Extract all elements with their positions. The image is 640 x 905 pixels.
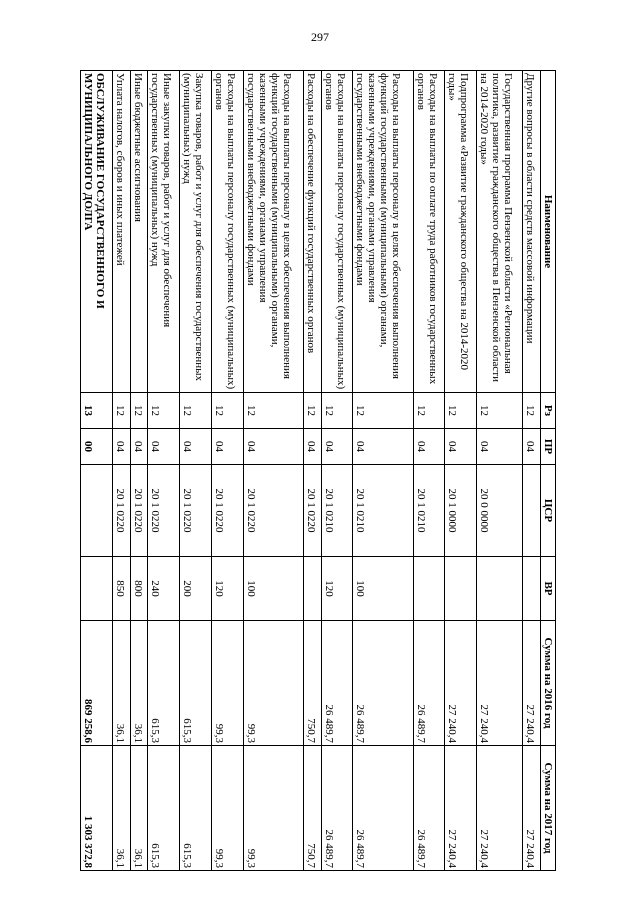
cell-rz: 12 bbox=[477, 393, 523, 429]
cell-rz: 12 bbox=[413, 393, 445, 429]
cell-vr: 100 bbox=[243, 557, 303, 621]
cell-sum-2016: 27 240,4 bbox=[523, 621, 541, 746]
cell-csr: 20 1 0220 bbox=[130, 465, 148, 557]
cell-rz: 12 bbox=[523, 393, 541, 429]
cell-rz: 12 bbox=[243, 393, 303, 429]
cell-csr bbox=[81, 465, 113, 557]
cell-sum-2017: 26 489,7 bbox=[353, 746, 413, 871]
cell-csr: 20 1 0220 bbox=[180, 465, 212, 557]
cell-vr bbox=[445, 557, 477, 621]
cell-pr: 04 bbox=[321, 429, 353, 465]
cell-name: Уплата налогов, сборов и иных платежей bbox=[112, 71, 130, 393]
cell-name: Другие вопросы в области средств массовой информации bbox=[523, 71, 541, 393]
header-sum-2017: Сумма на 2017 год bbox=[541, 746, 556, 871]
cell-sum-2016: 27 240,4 bbox=[477, 621, 523, 746]
cell-pr: 04 bbox=[523, 429, 541, 465]
cell-sum-2016: 26 489,7 bbox=[353, 621, 413, 746]
cell-vr bbox=[303, 557, 321, 621]
cell-rz: 12 bbox=[303, 393, 321, 429]
budget-table bbox=[80, 70, 556, 871]
cell-pr: 04 bbox=[211, 429, 243, 465]
table-row bbox=[130, 71, 148, 871]
header-name: Наименование bbox=[541, 71, 556, 393]
cell-sum-2016: 99,3 bbox=[243, 621, 303, 746]
table-row bbox=[523, 71, 541, 871]
cell-csr: 20 1 0220 bbox=[243, 465, 303, 557]
cell-vr: 200 bbox=[180, 557, 212, 621]
cell-pr: 04 bbox=[445, 429, 477, 465]
cell-sum-2017: 27 240,4 bbox=[445, 746, 477, 871]
cell-pr: 04 bbox=[413, 429, 445, 465]
cell-sum-2017: 1 303 372,8 bbox=[81, 746, 113, 871]
header-csr: ЦСР bbox=[541, 465, 556, 557]
cell-sum-2017: 26 489,7 bbox=[413, 746, 445, 871]
cell-vr: 100 bbox=[353, 557, 413, 621]
cell-csr: 20 1 0220 bbox=[148, 465, 180, 557]
cell-sum-2017: 615,3 bbox=[180, 746, 212, 871]
table-row bbox=[81, 71, 113, 871]
table-row bbox=[321, 71, 353, 871]
cell-name: Иные закупки товаров, работ и услуг для обеспечения государственных (муниципальных) нужд bbox=[148, 71, 180, 393]
cell-sum-2016: 26 489,7 bbox=[413, 621, 445, 746]
rotated-table-container bbox=[80, 70, 556, 870]
cell-name: Расходы на выплаты персоналу государственных (муниципальных) органов bbox=[321, 71, 353, 393]
cell-sum-2016: 750,7 bbox=[303, 621, 321, 746]
table-row bbox=[112, 71, 130, 871]
cell-pr: 00 bbox=[81, 429, 113, 465]
page-number: 297 bbox=[311, 30, 329, 44]
cell-rz: 12 bbox=[180, 393, 212, 429]
cell-name: Государственная программа Пензенской области «Региональная политика, развитие гражданского общества в Пензенской области на 2014-2020 годы» bbox=[477, 71, 523, 393]
cell-name: Иные бюджетные ассигнования bbox=[130, 71, 148, 393]
cell-sum-2017: 27 240,4 bbox=[523, 746, 541, 871]
cell-csr: 20 1 0220 bbox=[303, 465, 321, 557]
cell-name: Расходы на выплаты по оплате труда работников государственных органов bbox=[413, 71, 445, 393]
table-row bbox=[211, 71, 243, 871]
cell-sum-2017: 27 240,4 bbox=[477, 746, 523, 871]
cell-sum-2016: 26 489,7 bbox=[321, 621, 353, 746]
cell-name: Закупка товаров, работ и услуг для обеспечения государственных (муниципальных) нужд bbox=[180, 71, 212, 393]
cell-vr: 120 bbox=[321, 557, 353, 621]
cell-pr: 04 bbox=[303, 429, 321, 465]
cell-csr: 20 1 0210 bbox=[321, 465, 353, 557]
cell-vr bbox=[81, 557, 113, 621]
cell-vr bbox=[523, 557, 541, 621]
cell-rz: 12 bbox=[130, 393, 148, 429]
cell-csr: 20 0 0000 bbox=[477, 465, 523, 557]
cell-rz: 12 bbox=[148, 393, 180, 429]
table-row bbox=[180, 71, 212, 871]
cell-rz: 12 bbox=[112, 393, 130, 429]
table-row bbox=[148, 71, 180, 871]
cell-csr bbox=[523, 465, 541, 557]
cell-sum-2016: 99,3 bbox=[211, 621, 243, 746]
table-row bbox=[353, 71, 413, 871]
cell-rz: 12 bbox=[353, 393, 413, 429]
header-sum-2016: Сумма на 2016 год bbox=[541, 621, 556, 746]
cell-pr: 04 bbox=[180, 429, 212, 465]
table-row bbox=[445, 71, 477, 871]
cell-name: Подпрограмма «Развитие гражданского общества на 2014-2020 годы» bbox=[445, 71, 477, 393]
cell-rz: 12 bbox=[445, 393, 477, 429]
cell-sum-2016: 36,1 bbox=[130, 621, 148, 746]
cell-vr: 120 bbox=[211, 557, 243, 621]
cell-sum-2017: 99,3 bbox=[243, 746, 303, 871]
cell-sum-2017: 615,3 bbox=[148, 746, 180, 871]
cell-sum-2016: 27 240,4 bbox=[445, 621, 477, 746]
cell-vr: 800 bbox=[130, 557, 148, 621]
cell-name: Расходы на выплаты персоналу в целях обеспечения выполнения функций государственными (муниципальными) органами, казенными учреждениями, органами управления государственными внебюджетными фондами bbox=[353, 71, 413, 393]
cell-vr bbox=[413, 557, 445, 621]
cell-sum-2017: 36,1 bbox=[112, 746, 130, 871]
cell-name: Расходы на выплаты персоналу в целях обеспечения выполнения функций государственными (муниципальными) органами, казенными учреждениями, органами управления государственными внебюджетными фондами bbox=[243, 71, 303, 393]
cell-name: ОБСЛУЖИВАНИЕ ГОСУДАРСТВЕННОГО И МУНИЦИПАЛЬНОГО ДОЛГА bbox=[81, 71, 113, 393]
cell-pr: 04 bbox=[477, 429, 523, 465]
header-pr: ПР bbox=[541, 429, 556, 465]
cell-pr: 04 bbox=[353, 429, 413, 465]
cell-csr: 20 1 0210 bbox=[353, 465, 413, 557]
cell-rz: 12 bbox=[211, 393, 243, 429]
cell-pr: 04 bbox=[243, 429, 303, 465]
table-row bbox=[243, 71, 303, 871]
cell-csr: 20 1 0000 bbox=[445, 465, 477, 557]
cell-vr: 850 bbox=[112, 557, 130, 621]
cell-sum-2016: 615,3 bbox=[180, 621, 212, 746]
cell-sum-2016: 36,1 bbox=[112, 621, 130, 746]
cell-sum-2017: 99,3 bbox=[211, 746, 243, 871]
cell-vr bbox=[477, 557, 523, 621]
cell-csr: 20 1 0220 bbox=[112, 465, 130, 557]
table-row bbox=[303, 71, 321, 871]
cell-vr: 240 bbox=[148, 557, 180, 621]
table-row bbox=[477, 71, 523, 871]
cell-sum-2016: 869 258,6 bbox=[81, 621, 113, 746]
table-row bbox=[413, 71, 445, 871]
cell-rz: 12 bbox=[321, 393, 353, 429]
cell-pr: 04 bbox=[148, 429, 180, 465]
cell-name: Расходы на выплаты персоналу государственных (муниципальных) органов bbox=[211, 71, 243, 393]
cell-sum-2016: 615,3 bbox=[148, 621, 180, 746]
header-rz: Рз bbox=[541, 393, 556, 429]
cell-csr: 20 1 0220 bbox=[211, 465, 243, 557]
cell-pr: 04 bbox=[112, 429, 130, 465]
header-row bbox=[541, 71, 556, 871]
cell-sum-2017: 26 489,7 bbox=[321, 746, 353, 871]
cell-pr: 04 bbox=[130, 429, 148, 465]
header-vr: ВР bbox=[541, 557, 556, 621]
cell-csr: 20 1 0210 bbox=[413, 465, 445, 557]
table-body bbox=[81, 71, 541, 871]
cell-sum-2017: 750,7 bbox=[303, 746, 321, 871]
cell-name: Расходы на обеспечение функций государственных органов bbox=[303, 71, 321, 393]
cell-sum-2017: 36,1 bbox=[130, 746, 148, 871]
cell-rz: 13 bbox=[81, 393, 113, 429]
